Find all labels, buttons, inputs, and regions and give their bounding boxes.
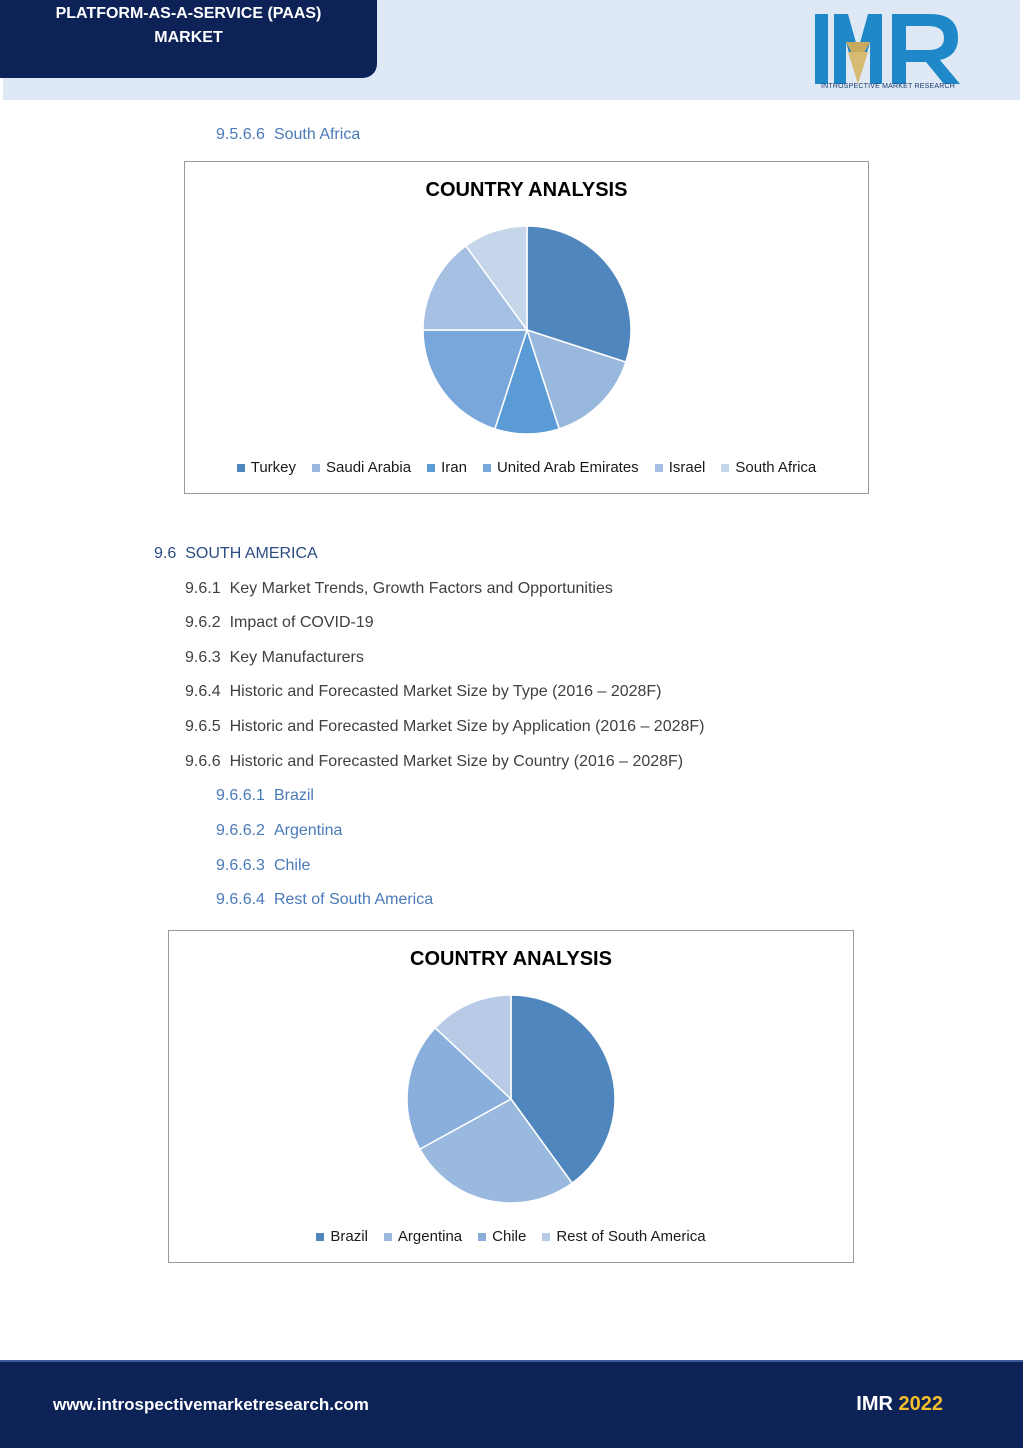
legend-label: United Arab Emirates — [496, 459, 639, 476]
country-analysis-chart-1 — [184, 161, 869, 494]
country-analysis-chart-2 — [168, 930, 854, 1263]
legend-swatch — [316, 1233, 324, 1241]
website-link[interactable]: www.introspectivemarketresearch.com — [53, 1395, 369, 1414]
toc-number: 9.6.4 — [185, 683, 221, 700]
chart-title: COUNTRY ANALYSIS — [425, 179, 628, 201]
toc-number: 9.6.6.3 — [216, 857, 265, 874]
toc-label: SOUTH AMERICA — [185, 545, 318, 562]
toc-label: Chile — [273, 857, 311, 874]
legend-swatch — [478, 1233, 486, 1241]
footer-year: 2022 — [898, 1393, 943, 1415]
legend-label: South Africa — [735, 459, 817, 476]
legend-label: Argentina — [397, 1228, 463, 1245]
toc-number: 9.6.1 — [185, 580, 221, 597]
legend-swatch — [655, 464, 663, 472]
toc-item[interactable] — [185, 683, 662, 701]
toc-label: Impact of COVID-19 — [229, 614, 374, 631]
toc-label: Rest of South America — [273, 891, 434, 908]
legend-swatch — [312, 464, 320, 472]
report-title-box — [0, 0, 377, 78]
toc-number: 9.6.6.1 — [216, 787, 265, 804]
legend-swatch — [427, 464, 435, 472]
legend-item-saudi-arabia — [312, 459, 411, 476]
report-title-line2: MARKET — [154, 29, 223, 46]
legend-item-rest-of-south-america — [542, 1228, 705, 1245]
legend-label: Rest of South America — [556, 1228, 706, 1245]
legend-item-brazil — [316, 1228, 368, 1245]
toc-number: 9.6.6.4 — [216, 891, 265, 908]
toc-subitem-rest-of-south-america[interactable] — [216, 891, 433, 909]
toc-item[interactable] — [185, 649, 364, 667]
toc-number: 9.5.6.6 — [216, 126, 265, 143]
legend-label: Turkey — [250, 459, 297, 476]
legend-swatch — [384, 1233, 392, 1241]
legend-swatch — [483, 464, 491, 472]
legend-swatch — [237, 464, 245, 472]
logo-caption: INTROSPECTIVE MARKET RESEARCH — [820, 83, 956, 90]
toc-label: Historic and Forecasted Market Size by Country (2016 – 2028F) — [229, 753, 684, 770]
legend-label: Iran — [441, 459, 467, 476]
toc-label: Key Manufacturers — [229, 649, 364, 666]
toc-south-america[interactable] — [154, 545, 318, 563]
toc-label: Historic and Forecasted Market Size by Type (2016 – 2028F) — [229, 683, 662, 700]
legend-item-uae — [483, 459, 639, 476]
chart-legend-1 — [185, 459, 868, 476]
toc-number: 9.6.6 — [185, 753, 221, 770]
legend-label: Israel — [668, 459, 706, 476]
legend-item-south-africa — [721, 459, 816, 476]
toc-number: 9.6.2 — [185, 614, 221, 631]
toc-item[interactable] — [185, 580, 613, 598]
toc-south-africa[interactable] — [216, 126, 360, 144]
toc-number: 9.6.5 — [185, 718, 221, 735]
pie-chart-1 — [185, 162, 868, 493]
toc-item[interactable] — [185, 614, 374, 632]
legend-item-argentina — [384, 1228, 462, 1245]
legend-swatch — [721, 464, 729, 472]
legend-item-israel — [655, 459, 706, 476]
toc-label: Key Market Trends, Growth Factors and Opportunities — [229, 580, 613, 597]
legend-item-iran — [427, 459, 467, 476]
toc-label: Brazil — [273, 787, 314, 804]
toc-number: 9.6.6.2 — [216, 822, 265, 839]
toc-subitem-argentina[interactable] — [216, 822, 342, 840]
toc-subitem-chile[interactable] — [216, 857, 310, 875]
footer-brand-name: IMR — [856, 1393, 893, 1415]
legend-label: Chile — [492, 1228, 527, 1245]
footer — [0, 1360, 1023, 1448]
toc-label: Historic and Forecasted Market Size by Application (2016 – 2028F) — [229, 718, 705, 735]
report-title-line1: PLATFORM-AS-A-SERVICE (PAAS) — [55, 5, 322, 22]
toc-label: Argentina — [273, 822, 343, 839]
toc-number: 9.6 — [154, 545, 177, 562]
legend-swatch — [542, 1233, 550, 1241]
toc-item[interactable] — [185, 753, 683, 771]
pie-chart-2 — [169, 931, 853, 1262]
toc-number: 9.6.3 — [185, 649, 221, 666]
footer-brand — [856, 1393, 943, 1416]
toc-label: South Africa — [273, 126, 361, 143]
legend-label: Saudi Arabia — [326, 459, 412, 476]
chart-legend-2 — [169, 1228, 853, 1245]
legend-item-turkey — [237, 459, 296, 476]
toc-item[interactable] — [185, 718, 705, 736]
legend-label: Brazil — [330, 1228, 368, 1245]
legend-item-chile — [478, 1228, 526, 1245]
toc-subitem-brazil[interactable] — [216, 787, 314, 805]
chart-title: COUNTRY ANALYSIS — [410, 948, 612, 970]
